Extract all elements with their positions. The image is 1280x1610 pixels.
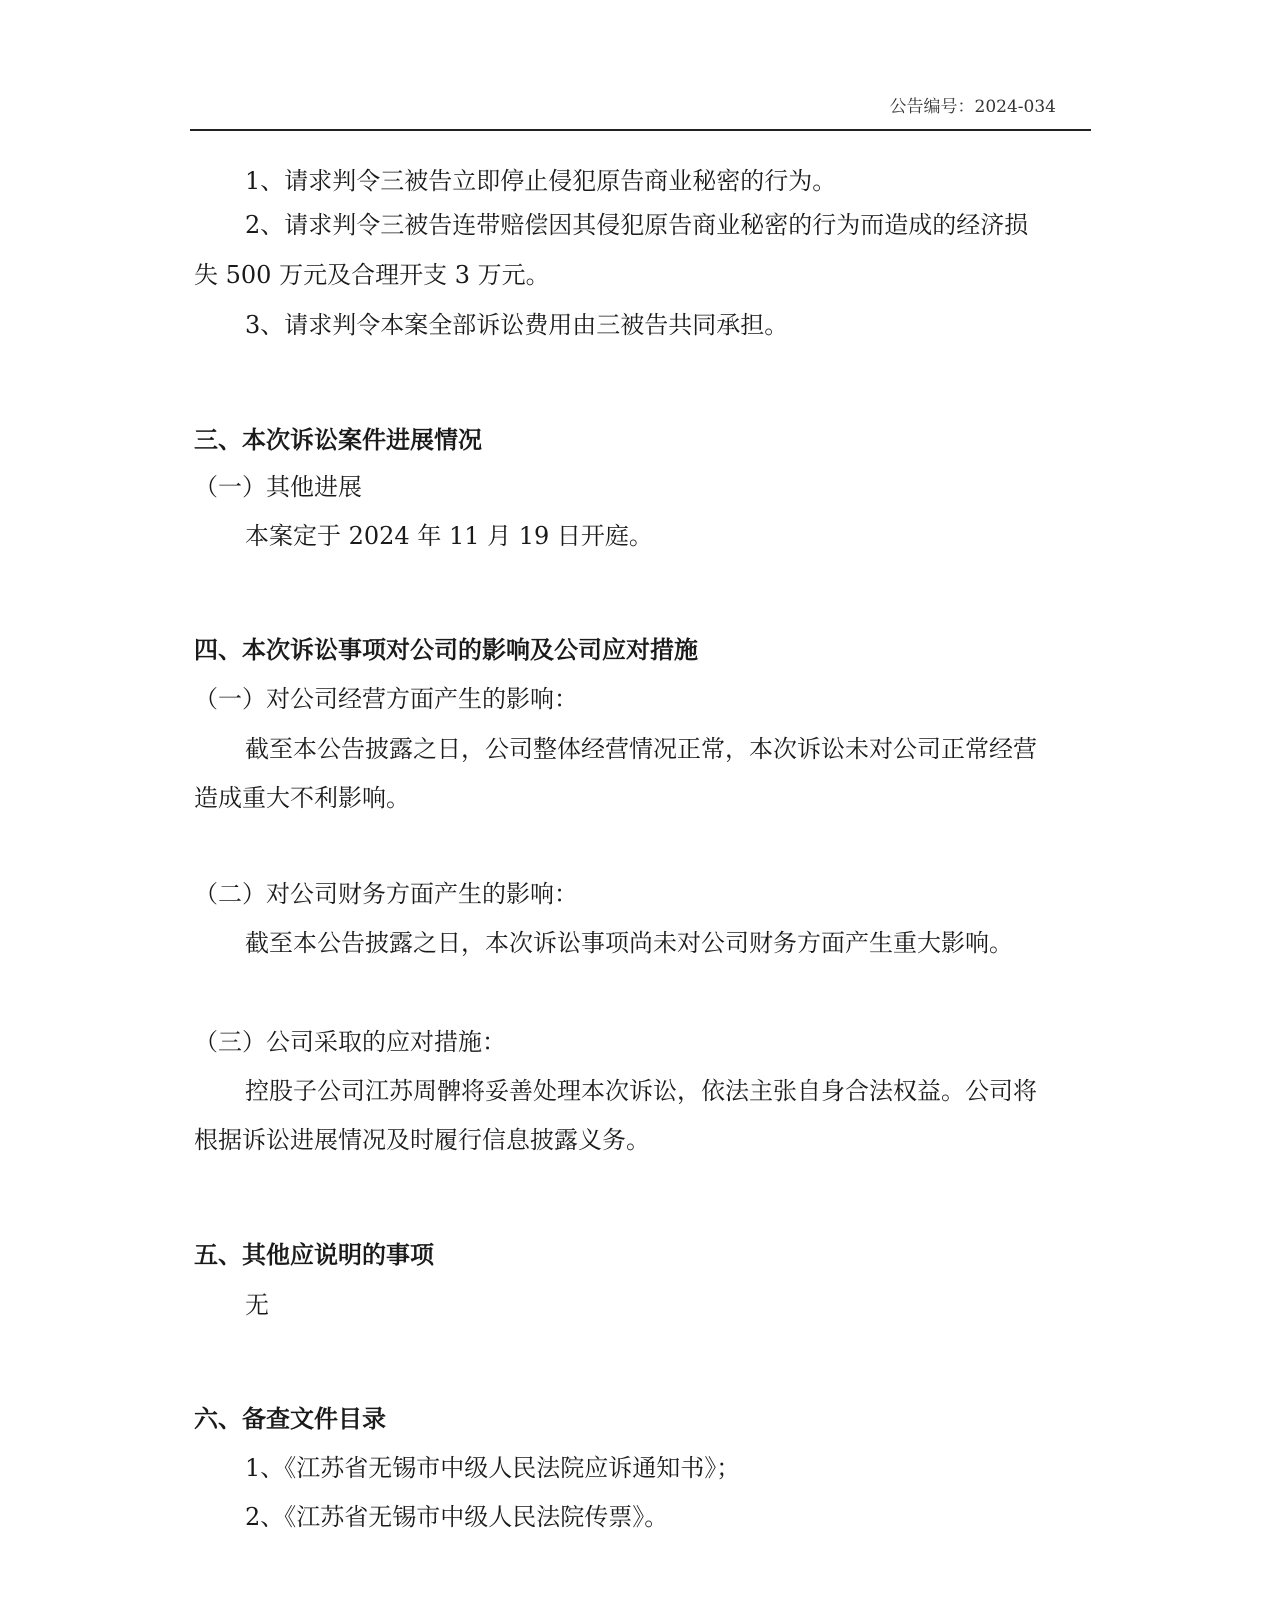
section-4-sub-3-line-1: 控股子公司江苏周髀将妥善处理本次诉讼，依法主张自身合法权益。公司将 bbox=[245, 1077, 1037, 1105]
section-4-sub-3-line-2: 根据诉讼进展情况及时履行信息披露义务。 bbox=[194, 1126, 650, 1154]
section-4-sub-1-heading: （一）对公司经营方面产生的影响： bbox=[194, 685, 578, 713]
reference-document-1: 1、《江苏省无锡市中级人民法院应诉通知书》； bbox=[245, 1454, 741, 1482]
claim-item-3: 3、请求判令本案全部诉讼费用由三被告共同承担。 bbox=[245, 311, 789, 339]
section-4-sub-2-text: 截至本公告披露之日，本次诉讼事项尚未对公司财务方面产生重大影响。 bbox=[245, 929, 1013, 957]
section-5-heading: 五、其他应说明的事项 bbox=[194, 1240, 434, 1269]
claim-item-2-line-2: 失 500 万元及合理开支 3 万元。 bbox=[194, 261, 550, 289]
header-divider bbox=[190, 129, 1091, 131]
section-4-sub-3-heading: （三）公司采取的应对措施： bbox=[194, 1028, 506, 1056]
section-3-sub-1-text: 本案定于 2024 年 11 月 19 日开庭。 bbox=[245, 522, 653, 550]
section-6-heading: 六、备查文件目录 bbox=[194, 1404, 386, 1433]
claim-item-2-line-1: 2、请求判令三被告连带赔偿因其侵犯原告商业秘密的行为而造成的经济损 bbox=[245, 211, 1029, 239]
announcement-number: 公告编号：2024-034 bbox=[889, 97, 1056, 117]
claim-item-1: 1、请求判令三被告立即停止侵犯原告商业秘密的行为。 bbox=[245, 167, 837, 195]
section-4-heading: 四、本次诉讼事项对公司的影响及公司应对措施 bbox=[194, 635, 698, 664]
section-4-sub-1-line-1: 截至本公告披露之日，公司整体经营情况正常，本次诉讼未对公司正常经营 bbox=[245, 735, 1037, 763]
section-4-sub-2-heading: （二）对公司财务方面产生的影响： bbox=[194, 880, 578, 908]
reference-document-2: 2、《江苏省无锡市中级人民法院传票》。 bbox=[245, 1503, 669, 1531]
section-4-sub-1-line-2: 造成重大不利影响。 bbox=[194, 784, 410, 812]
section-3-sub-1-heading: （一）其他进展 bbox=[194, 473, 362, 501]
section-5-text: 无 bbox=[245, 1291, 269, 1319]
section-3-heading: 三、本次诉讼案件进展情况 bbox=[194, 425, 482, 454]
